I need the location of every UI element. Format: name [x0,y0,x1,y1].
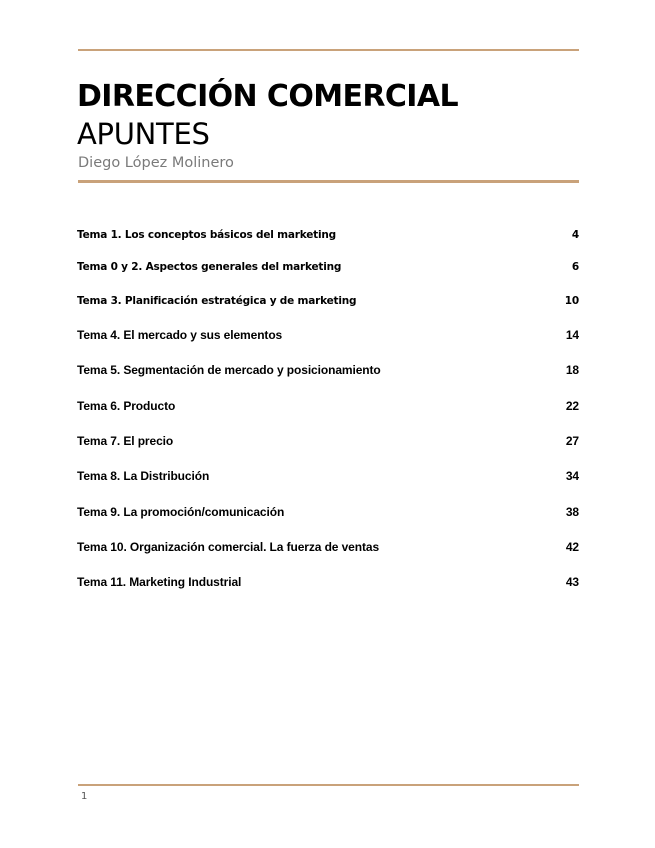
toc-entry-tema-3[interactable] [77,292,579,310]
toc-entry-tema-11[interactable] [77,573,579,591]
toc-entry-tema-0-2[interactable] [77,258,579,276]
toc-entry-tema-7[interactable] [77,432,579,450]
document-subtitle: APUNTES [77,117,210,151]
toc-entry-label: Tema 0 y 2. Aspectos generales del marketing [77,261,342,273]
toc-entry-page: 42 [565,540,579,554]
toc-entry-label: Tema 6. Producto [77,399,176,413]
document-title: DIRECCIÓN COMERCIAL [77,79,458,114]
toc-entry-page: 4 [571,229,579,241]
toc-entry-label: Tema 11. Marketing Industrial [77,575,242,589]
toc-entry-page: 22 [565,399,579,413]
toc-entry-page: 34 [565,469,579,483]
toc-entry-label: Tema 10. Organización comercial. La fuerza de ventas [77,540,380,554]
toc-entry-page: 43 [565,575,579,589]
toc-entry-label: Tema 7. El precio [77,434,174,448]
page-number: 1 [81,791,88,802]
toc-entry-label: Tema 8. La Distribución [77,469,210,483]
toc-entry-tema-9[interactable] [77,503,579,521]
toc-entry-tema-5[interactable] [77,361,579,379]
toc-entry-tema-6[interactable] [77,397,579,415]
toc-entry-page: 10 [564,295,579,307]
toc-entry-label: Tema 1. Los conceptos básicos del marketing [77,229,336,241]
toc-entry-tema-1[interactable] [77,226,579,244]
footer-divider [78,784,579,786]
toc-entry-label: Tema 5. Segmentación de mercado y posicionamiento [77,363,381,377]
toc-entry-tema-8[interactable] [77,467,579,485]
toc-entry-page: 14 [565,328,579,342]
toc-entry-label: Tema 3. Planificación estratégica y de marketing [77,295,357,307]
toc-entry-label: Tema 4. El mercado y sus elementos [77,328,283,342]
table-of-contents [77,0,579,848]
toc-entry-tema-10[interactable] [77,538,579,556]
toc-entry-page: 38 [565,505,579,519]
toc-entry-label: Tema 9. La promoción/comunicación [77,505,285,519]
toc-entry-page: 6 [571,261,579,273]
document-author: Diego López Molinero [78,155,234,171]
toc-entry-page: 18 [565,363,579,377]
toc-entry-tema-4[interactable] [77,326,579,344]
toc-entry-page: 27 [565,434,579,448]
